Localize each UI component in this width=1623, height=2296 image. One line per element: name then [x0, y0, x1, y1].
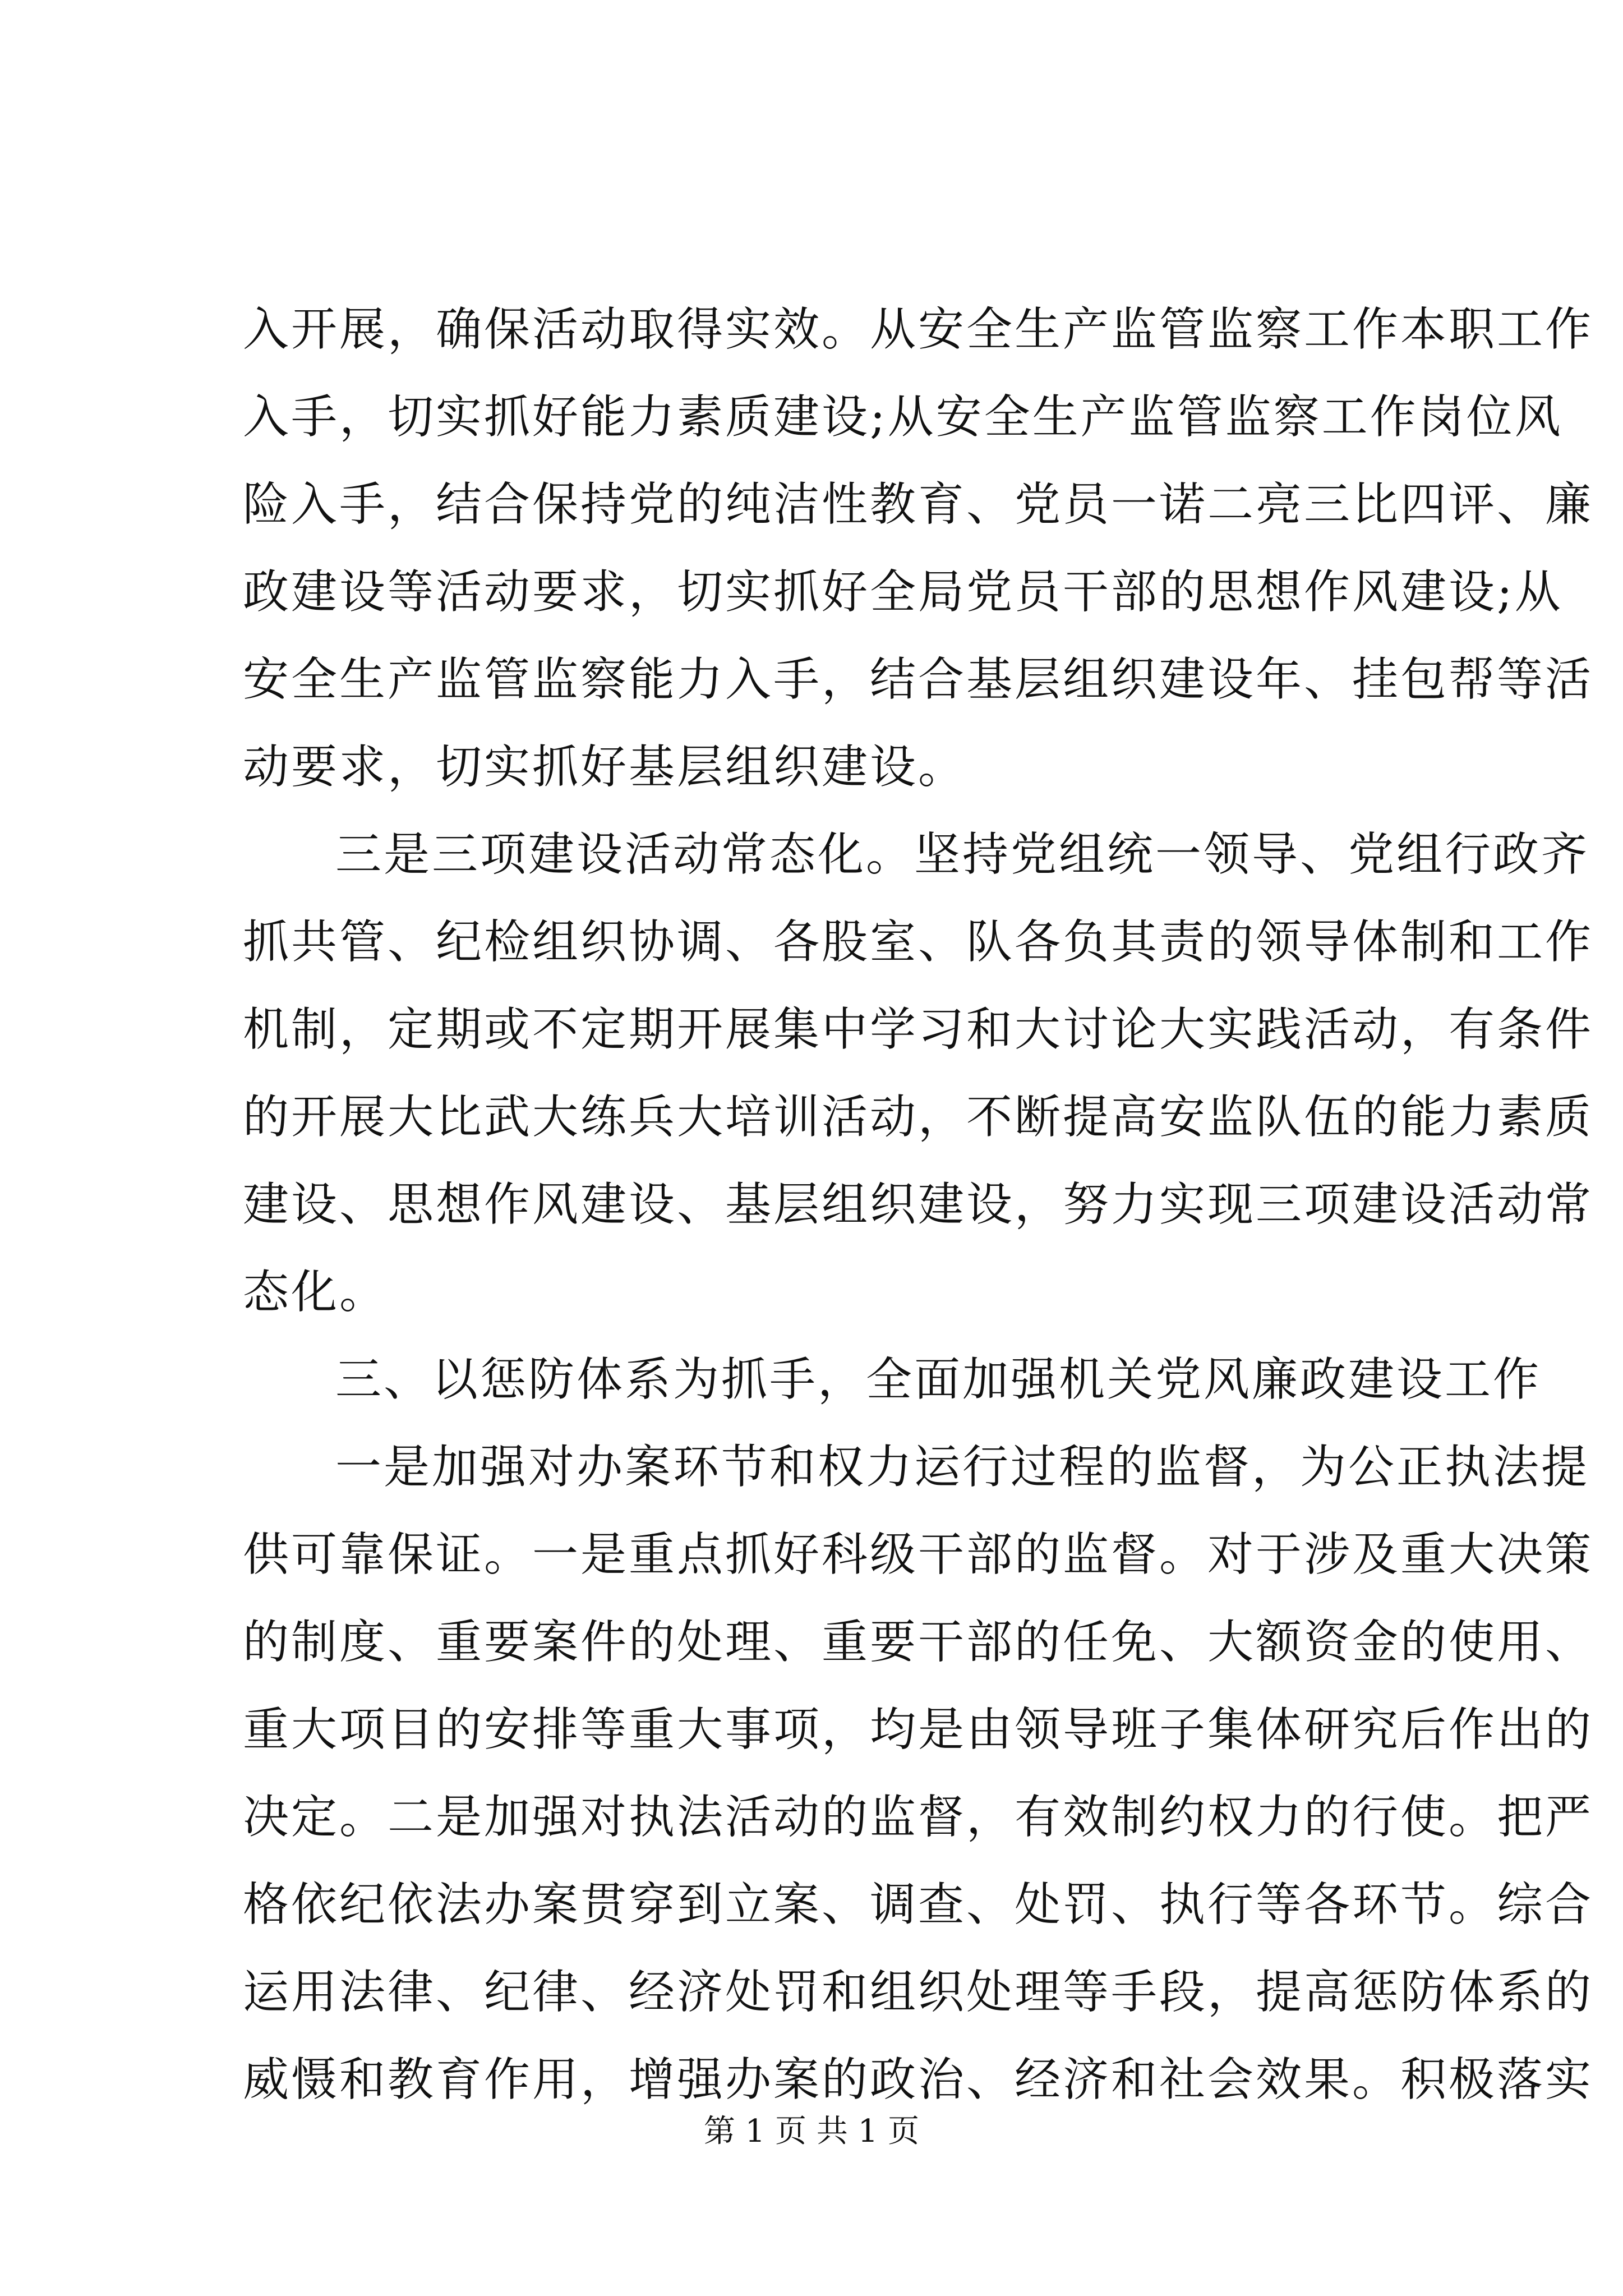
text-line: 政建设等活动要求，切实抓好全局党员干部的思想作风建设;从 [243, 565, 1563, 619]
text-line: 险入手，结合保持党的纯洁性教育、党员一诺二亮三比四评、廉 [243, 478, 1594, 531]
section-heading: 三、以惩防体系为抓手，全面加强机关党风廉政建设工作 [335, 1353, 1542, 1406]
text-line: 的开展大比武大练兵大培训活动，不断提高安监队伍的能力素质 [243, 1091, 1594, 1144]
text-line: 决定。二是加强对执法活动的监督，有效制约权力的行使。把严 [243, 1791, 1594, 1844]
text-line: 威慑和教育作用，增强办案的政治、经济和社会效果。积极落实 [243, 2053, 1594, 2106]
text-line: 动要求，切实抓好基层组织建设。 [243, 740, 967, 794]
text-line: 安全生产监管监察能力入手，结合基层组织建设年、挂包帮等活 [243, 653, 1594, 706]
document-body [243, 286, 1594, 2124]
paragraph-start-line: 三是三项建设活动常态化。坚持党组统一领导、党组行政齐 [335, 828, 1590, 881]
text-line: 运用法律、纪律、经济处罚和组织处理等手段，提高惩防体系的 [243, 1966, 1594, 2019]
page-number-footer: 第 1 页 共 1 页 [703, 2113, 920, 2150]
text-line: 态化。 [243, 1266, 388, 1319]
paragraph-start-line: 一是加强对办案环节和权力运行过程的监督，为公正执法提 [335, 1441, 1590, 1494]
text-line: 抓共管、纪检组织协调、各股室、队各负其责的领导体制和工作 [243, 915, 1594, 969]
text-line: 建设、思想作风建设、基层组织建设，努力实现三项建设活动常 [243, 1178, 1594, 1231]
text-line: 重大项目的安排等重大事项，均是由领导班子集体研究后作出的 [243, 1703, 1594, 1756]
text-line: 供可靠保证。一是重点抓好科级干部的监督。对于涉及重大决策 [243, 1528, 1594, 1581]
text-line: 入手，切实抓好能力素质建设;从安全生产监管监察工作岗位风 [243, 390, 1563, 444]
text-line: 格依纪依法办案贯穿到立案、调查、处罚、执行等各环节。综合 [243, 1878, 1594, 1931]
text-line: 机制，定期或不定期开展集中学习和大讨论大实践活动，有条件 [243, 1003, 1594, 1056]
text-line: 的制度、重要案件的处理、重要干部的任免、大额资金的使用、 [243, 1616, 1594, 1669]
text-line: 入开展，确保活动取得实效。从安全生产监管监察工作本职工作 [243, 303, 1594, 356]
